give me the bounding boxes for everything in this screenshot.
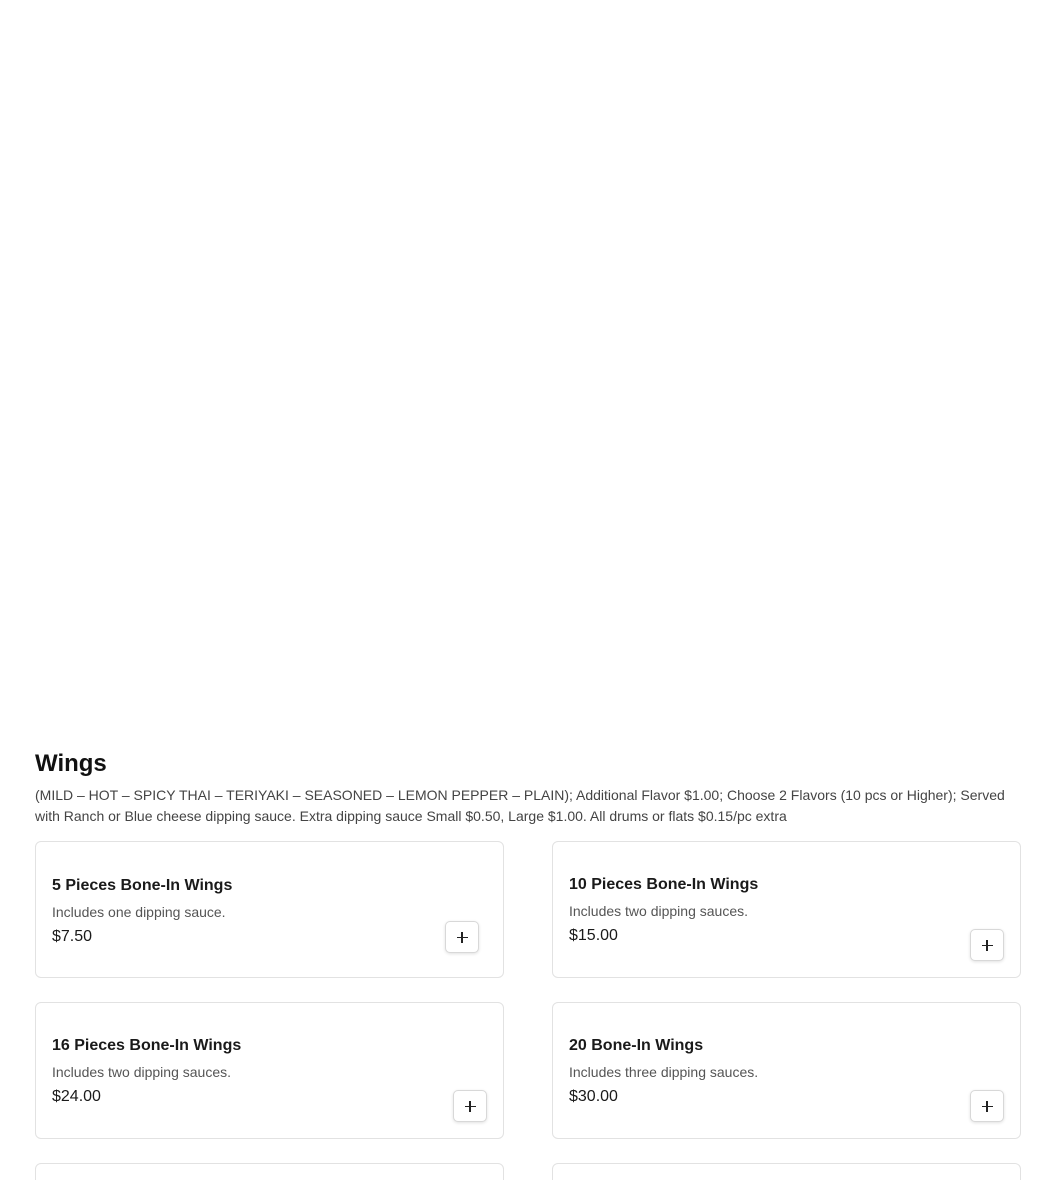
add-item-button[interactable] [970,1090,1004,1122]
item-description: Includes one dipping sauce. [52,904,226,920]
plus-icon [982,940,993,951]
item-description: Includes three dipping sauces. [569,1064,759,1080]
item-price: $15.00 [569,927,618,944]
item-price: $30.00 [569,1088,618,1105]
plus-icon [465,1101,476,1112]
menu-item-card[interactable] [35,1002,504,1139]
add-item-button[interactable] [445,921,479,953]
section-description: (MILD – HOT – SPICY THAI – TERIYAKI – SEASONED – LEMON PEPPER – PLAIN); Additional Flavor $1.00; Choose 2 Flavors (10 pcs or Higher); Served with Ranch or Blue cheese dipping sauce. Extra dipping sauce Small $0.50, Large $1.00. All drums or flats $0.15/pc extra [35,787,1005,824]
item-name: 20 Bone-In Wings [569,1037,704,1054]
item-name: 5 Pieces Bone-In Wings [52,877,233,894]
menu-item-card[interactable] [552,841,1021,978]
plus-icon [457,932,468,943]
add-item-button[interactable] [453,1090,487,1122]
add-item-button[interactable] [970,929,1004,961]
wings-section [35,748,1021,827]
section-title: Wings [35,750,107,777]
menu-item-card[interactable] [35,1163,504,1180]
item-name: 16 Pieces Bone-In Wings [52,1037,242,1054]
menu-item-card[interactable] [35,841,504,978]
item-name: 10 Pieces Bone-In Wings [569,876,759,893]
menu-item-card[interactable] [552,1163,1021,1180]
item-price: $7.50 [52,928,93,945]
item-description: Includes two dipping sauces. [569,903,748,919]
menu-item-card[interactable] [552,1002,1021,1139]
item-description: Includes two dipping sauces. [52,1064,231,1080]
item-price: $24.00 [52,1088,101,1105]
plus-icon [982,1101,993,1112]
